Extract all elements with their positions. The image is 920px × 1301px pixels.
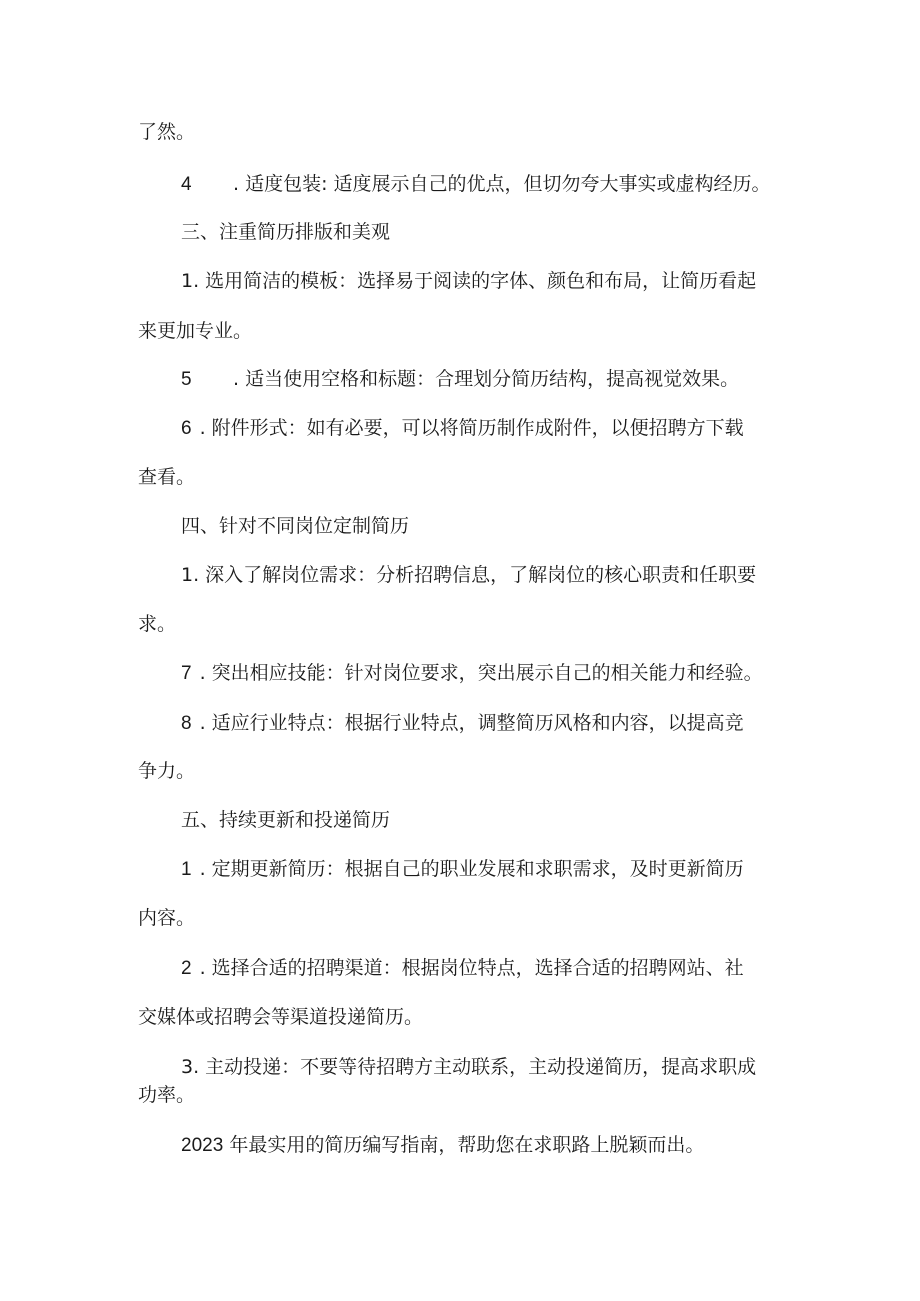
list-item <box>181 711 744 736</box>
list-text: . 适当使用空格和标题：合理划分简历结构，提高视觉效果。 <box>233 368 740 390</box>
section-heading-text: 五、持续更新和投递简历 <box>181 809 391 831</box>
list-item <box>181 956 744 981</box>
paragraph-continuation: 内容。 <box>138 907 196 929</box>
list-item <box>181 416 744 441</box>
list-number: 5 <box>181 369 192 390</box>
text-line <box>138 906 195 930</box>
year: 2023 <box>181 1135 224 1156</box>
text-line <box>138 120 195 144</box>
paragraph-continuation: 争力。 <box>138 760 196 782</box>
closing-text: 年最实用的简历编写指南，帮助您在求职路上脱颖而出。 <box>223 1134 705 1156</box>
section-heading <box>181 220 390 244</box>
list-text: . 附件形式：如有必要，可以将简历制作成附件，以便招聘方下载 <box>199 417 744 439</box>
list-text: 1. 深入了解岗位需求：分析招聘信息，了解岗位的核心职责和任职要 <box>181 564 757 586</box>
list-text: . 定期更新简历：根据自己的职业发展和求职需求，及时更新简历 <box>199 858 744 880</box>
section-heading-text: 三、注重简历排版和美观 <box>181 221 391 243</box>
list-item <box>181 1055 756 1079</box>
list-text: 1. 选用简洁的模板：选择易于阅读的字体、颜色和布局，让简历看起 <box>181 270 757 292</box>
paragraph-continuation: 交媒体或招聘会等渠道投递简历。 <box>138 1006 424 1028</box>
section-heading-text: 四、针对不同岗位定制简历 <box>181 515 410 537</box>
list-item <box>181 367 739 392</box>
list-item <box>181 857 744 882</box>
text-line <box>138 465 195 489</box>
list-text: . 突出相应技能：针对岗位要求，突出展示自己的相关能力和经验。 <box>199 662 763 684</box>
list-number: 2 <box>181 958 192 979</box>
closing-line <box>181 1133 704 1158</box>
list-item <box>181 269 756 293</box>
list-text: . 适度包装: 适度展示自己的优点，但切勿夸大事实或虚构经历。 <box>233 173 771 195</box>
paragraph-continuation: 了然。 <box>138 121 196 143</box>
paragraph-continuation: 查看。 <box>138 466 196 488</box>
paragraph-continuation: 来更加专业。 <box>138 320 253 342</box>
list-number: 7 <box>181 663 192 684</box>
list-text: 3. 主动投递：不要等待招聘方主动联系，主动投递简历，提高求职成 <box>181 1056 757 1078</box>
section-heading <box>181 514 409 538</box>
paragraph-continuation: 求。 <box>138 613 177 635</box>
list-number: 6 <box>181 418 192 439</box>
section-heading <box>181 808 390 832</box>
list-item <box>181 661 763 686</box>
list-item <box>181 172 771 197</box>
list-number: 8 <box>181 713 192 734</box>
list-number: 4 <box>181 174 192 195</box>
list-item <box>181 563 756 587</box>
list-text: . 选择合适的招聘渠道：根据岗位特点，选择合适的招聘网站、社 <box>199 957 744 979</box>
list-text: . 适应行业特点：根据行业特点，调整简历风格和内容，以提高竞 <box>199 712 744 734</box>
text-line <box>138 759 195 783</box>
paragraph-continuation: 功率。 <box>138 1084 196 1106</box>
text-line <box>138 319 252 343</box>
text-line <box>138 1005 423 1029</box>
list-number: 1 <box>181 859 192 880</box>
text-line <box>138 612 176 636</box>
text-line <box>138 1083 195 1107</box>
